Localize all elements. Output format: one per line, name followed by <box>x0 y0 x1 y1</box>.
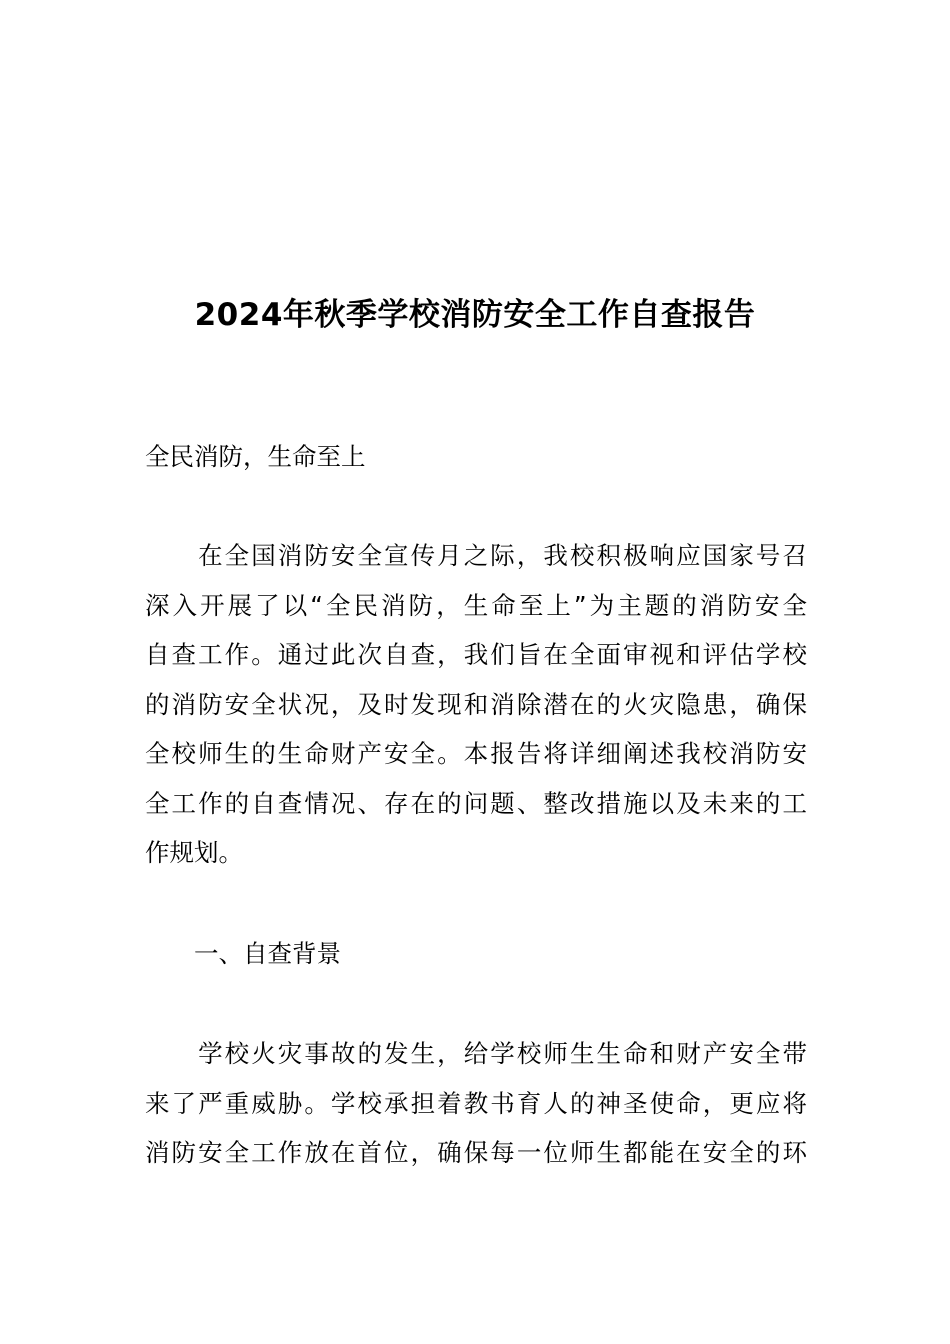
background-paragraph <box>145 1029 807 1178</box>
section-heading-text: 一、自查背景 <box>145 939 341 968</box>
paragraph-line: 深入开展了以“全民消防，生命至上”为主题的消防安全 <box>145 590 807 620</box>
document-subtitle <box>145 432 807 482</box>
paragraph-line: 自查工作。通过此次自查，我们旨在全面审视和评估学校 <box>145 640 807 669</box>
document-title: 2024年秋季学校消防安全工作自查报告 <box>194 297 756 333</box>
paragraph-line: 在全国消防安全宣传月之际，我校积极响应国家号召 <box>145 541 807 570</box>
paragraph-line: 全校师生的生命财产安全。本报告将详细阐述我校消防安 <box>145 739 807 768</box>
paragraph-line: 消防安全工作放在首位，确保每一位师生都能在安全的环 <box>145 1138 807 1167</box>
paragraph-line: 作规划。 <box>145 838 243 867</box>
subtitle-line: 全民消防，生命至上 <box>145 442 366 471</box>
section-heading <box>145 929 807 979</box>
paragraph-line: 学校火灾事故的发生，给学校师生生命和财产安全带 <box>145 1039 807 1068</box>
paragraph-line: 全工作的自查情况、存在的问题、整改措施以及未来的工 <box>145 788 807 818</box>
paragraph-line: 来了严重威胁。学校承担着教书育人的神圣使命，更应将 <box>145 1088 807 1118</box>
paragraph-line: 的消防安全状况，及时发现和消除潜在的火灾隐患，确保 <box>145 689 807 719</box>
intro-paragraph <box>145 531 807 878</box>
